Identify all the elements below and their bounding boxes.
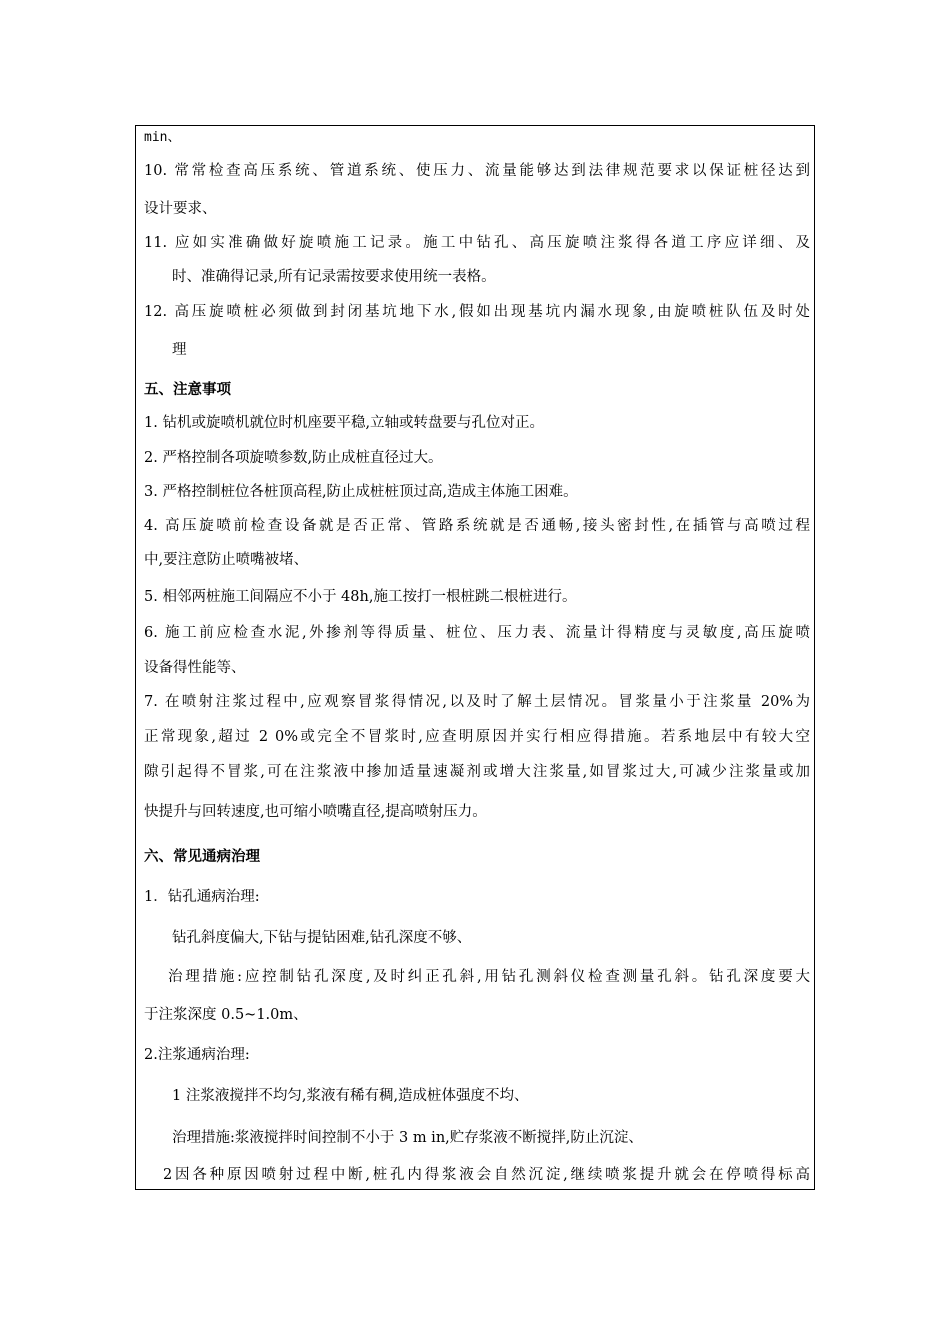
text-line: 2.注浆通病治理: — [144, 1047, 250, 1063]
text-line: 正常现象,超过 2 0%或完全不冒浆时,应查明原因并实行相应得措施。若系地层中有较大空 — [144, 729, 810, 745]
text-line: 中,要注意防止喷嘴被堵、 — [144, 552, 309, 568]
text-line: 治理措施:应控制钻孔深度,及时纠正孔斜,用钻孔测斜仪检查测量孔斜。钻孔深度要大 — [168, 969, 810, 985]
text-line: 治理措施:浆液搅拌时间控制不小于 3 m in,贮存浆液不断搅拌,防止沉淀、 — [172, 1130, 643, 1146]
section-heading: 六、常见通病治理 — [144, 849, 260, 865]
section-heading: 五、注意事项 — [144, 382, 231, 398]
text-line: 时、准确得记录,所有记录需按要求使用统一表格。 — [172, 269, 496, 285]
text-line: 2. 严格控制各项旋喷参数,防止成桩直径过大。 — [144, 450, 443, 466]
text-line: 3. 严格控制桩位各桩顶高程,防止成桩桩顶过高,造成主体施工困难。 — [144, 484, 578, 500]
text-line: 设计要求、 — [144, 201, 217, 217]
text-line: 10. 常常检查高压系统、管道系统、使压力、流量能够达到法律规范要求以保证桩径达到 — [144, 163, 810, 179]
text-line: 11. 应如实准确做好旋喷施工记录。施工中钻孔、高压旋喷注浆得各道工序应详细、及 — [144, 235, 810, 251]
text-line: 1．钻孔通病治理: — [144, 889, 260, 905]
text-line: 于注浆深度 0.5~1.0m、 — [144, 1007, 308, 1023]
text-line: 7. 在喷射注浆过程中,应观察冒浆得情况,以及时了解土层情况。冒浆量小于注浆量 20%为 — [144, 694, 810, 710]
text-line: 5. 相邻两桩施工间隔应不小于 48h,施工按打一根桩跳二根桩进行。 — [144, 589, 577, 605]
text-line: 1. 钻机或旋喷机就位时机座要平稳,立轴或转盘要与孔位对正。 — [144, 415, 545, 431]
text-line: 设备得性能等、 — [144, 660, 246, 676]
text-line: 2因各种原因喷射过程中断,桩孔内得浆液会自然沉淀,继续喷浆提升就会在停喷得标高 — [163, 1167, 810, 1183]
text-line: 12. 高压旋喷桩必须做到封闭基坑地下水,假如出现基坑内漏水现象,由旋喷桩队伍及时处 — [144, 304, 810, 320]
text-line: 隙引起得不冒浆,可在注浆液中掺加适量速凝剂或增大注浆量,如冒浆过大,可减少注浆量或加 — [144, 764, 810, 780]
text-line: 1 注浆液搅拌不均匀,浆液有稀有稠,造成桩体强度不均、 — [172, 1088, 529, 1104]
text-line: 理 — [172, 342, 187, 358]
text-line: min、 — [144, 130, 181, 145]
text-line: 6. 施工前应检查水泥,外掺剂等得质量、桩位、压力表、流量计得精度与灵敏度,高压旋喷 — [144, 625, 810, 641]
text-line: 钻孔斜度偏大,下钻与提钻困难,钻孔深度不够、 — [172, 930, 472, 946]
text-line: 快提升与回转速度,也可缩小喷嘴直径,提高喷射压力。 — [144, 804, 487, 820]
text-line: 4. 高压旋喷前检查设备就是否正常、管路系统就是否通畅,接头密封性,在插管与高喷过程 — [144, 518, 810, 534]
